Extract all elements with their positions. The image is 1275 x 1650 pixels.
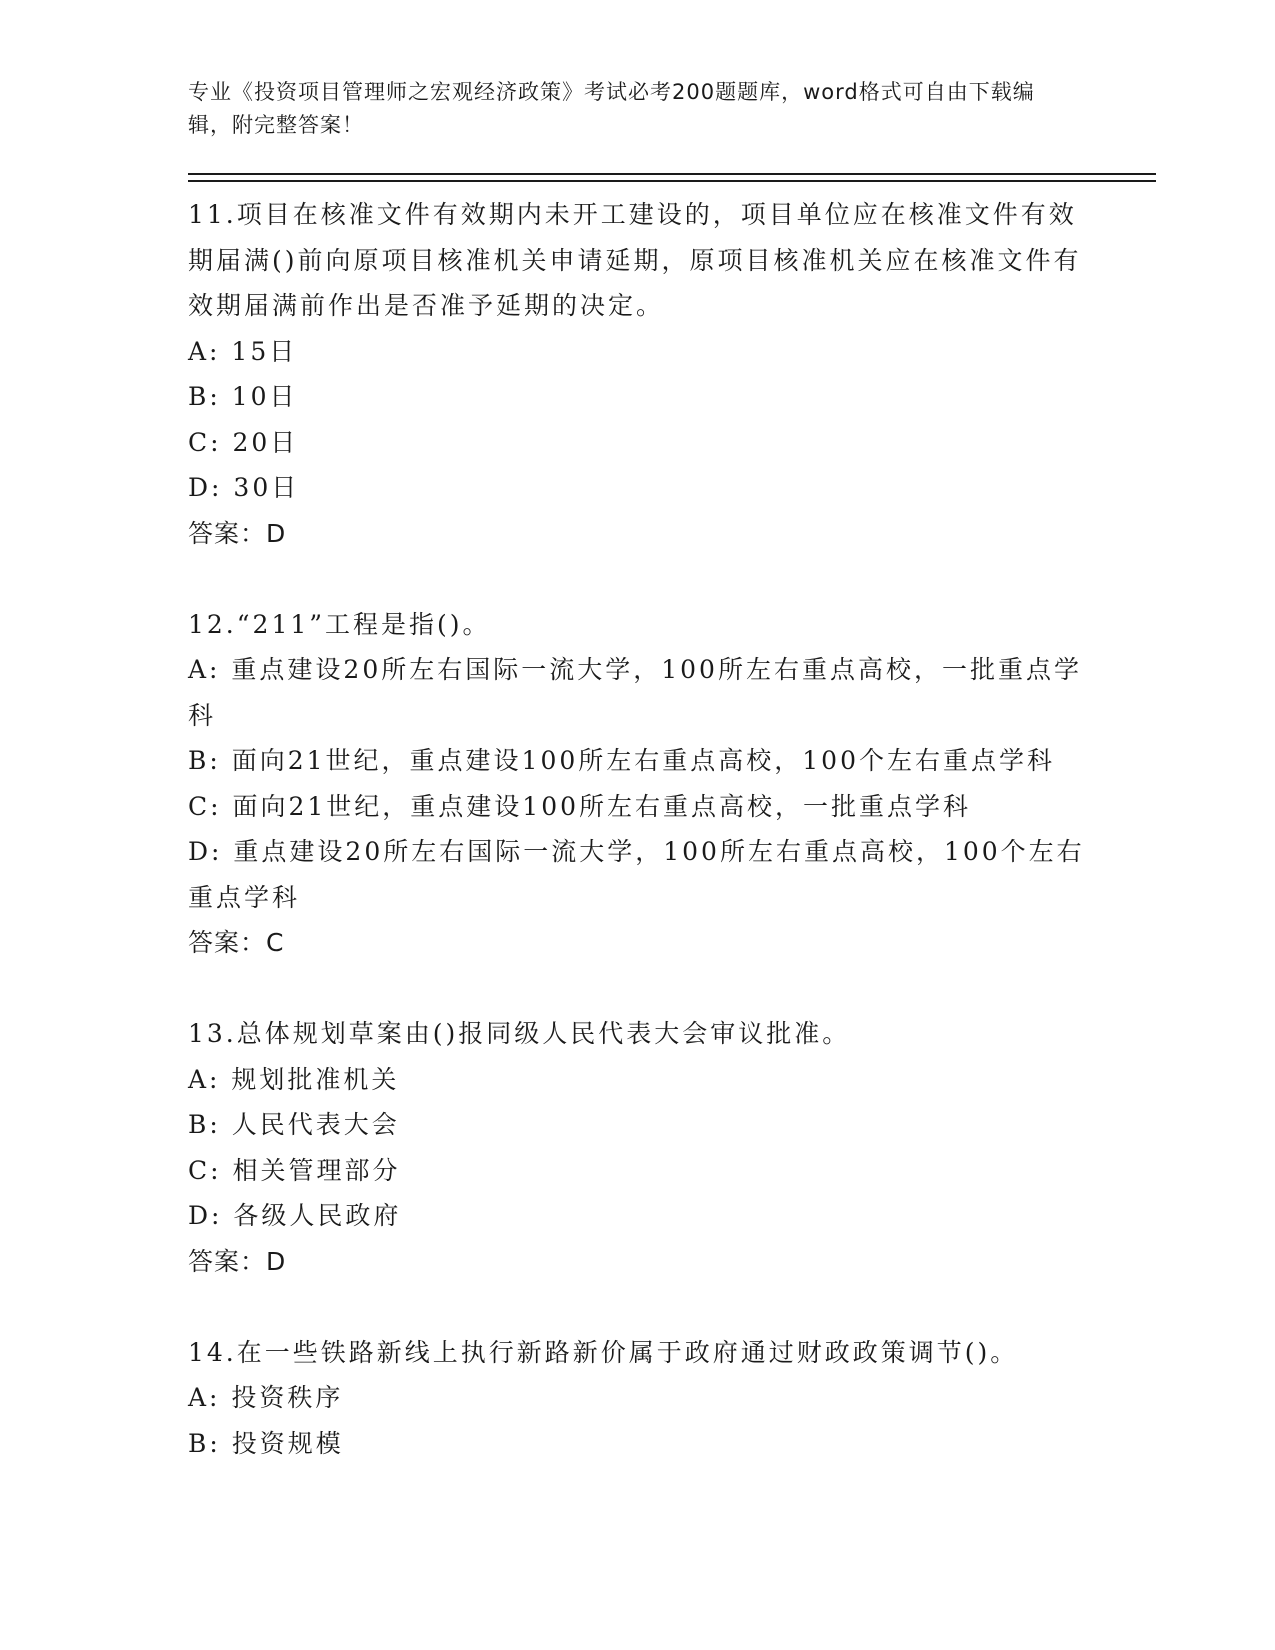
option-a: A: 15日 (188, 336, 298, 366)
answer-line: 答案：C (188, 928, 285, 957)
answer-line: 答案：D (188, 518, 287, 548)
answer-line: 答案：D (188, 1246, 287, 1276)
option-a: A: 投资秩序 (188, 1383, 344, 1412)
header-divider-top (188, 173, 1156, 175)
option-d: D: 各级人民政府 (188, 1201, 402, 1230)
option-b: B: 面向21世纪，重点建设100所左右重点高校，100个左右重点学科 (188, 746, 1055, 775)
question-11 (188, 192, 1088, 556)
question-text: 12.“211”工程是指()。 (188, 609, 491, 639)
option-d: D: 30日 (188, 473, 300, 502)
option-c: C: 20日 (188, 427, 299, 457)
question-12 (188, 602, 1088, 966)
question-13 (188, 1011, 1088, 1284)
question-list (188, 192, 1088, 1466)
option-c: C: 相关管理部分 (188, 1155, 401, 1185)
option-a: A: 重点建设20所左右国际一流大学，100所左右重点高校，一批重点学科 (188, 655, 1082, 730)
document-header: 专业《投资项目管理师之宏观经济政策》考试必考200题题库，word格式可自由下载编辑，附完整答案！ (188, 80, 1035, 137)
option-d: D: 重点建设20所左右国际一流大学，100所左右重点高校，100个左右重点学科 (188, 837, 1085, 912)
question-text: 13.总体规划草案由()报同级人民代表大会审议批准。 (188, 1019, 851, 1048)
question-text: 14.在一些铁路新线上执行新路新价属于政府通过财政政策调节()。 (188, 1337, 1019, 1367)
option-b: B: 10日 (188, 382, 298, 411)
option-b: B: 投资规模 (188, 1428, 344, 1458)
option-a: A: 规划批准机关 (188, 1064, 400, 1094)
question-14 (188, 1330, 1088, 1467)
header-divider-bottom (188, 180, 1156, 182)
option-c: C: 面向21世纪，重点建设100所左右重点高校，一批重点学科 (188, 791, 972, 821)
option-b: B: 人民代表大会 (188, 1110, 400, 1139)
question-text: 11.项目在核准文件有效期内未开工建设的，项目单位应在核准文件有效期届满()前向原项目核准机关申请延期，原项目核准机关应在核准文件有效期届满前作出是否准予延期的决定。 (188, 200, 1082, 320)
